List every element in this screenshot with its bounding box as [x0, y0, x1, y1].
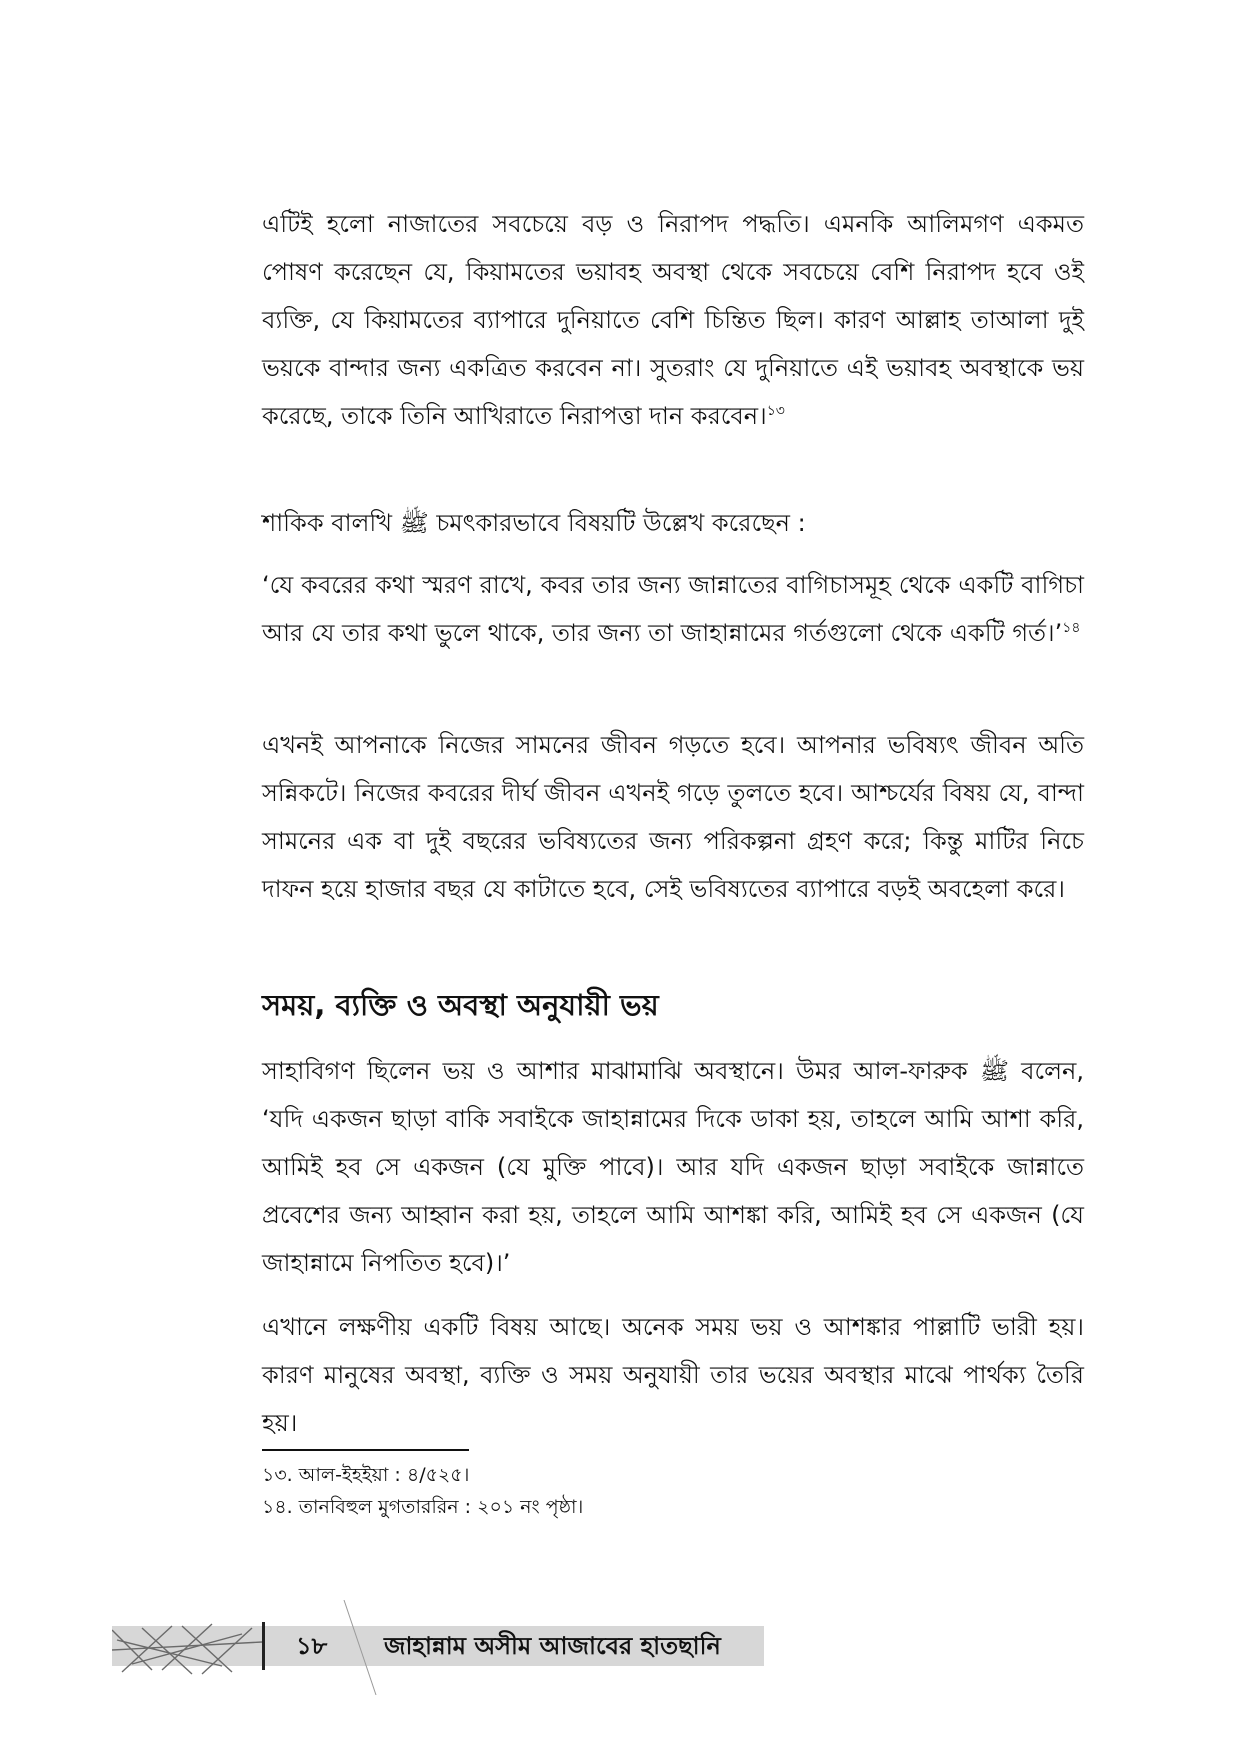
body-paragraph: সাহাবিগণ ছিলেন ভয় ও আশার মাঝামাঝি অবস্থানে। উমর আল-ফারুক ﷺ বলেন, ‘যদি একজন ছাড়া বাকি সবাইকে জাহান্নামের দিকে ডাকা হয়, তাহলে আমি আশা করি, আমিই হব সে একজন (যে মুক্তি পাবে)। আর যদি একজন ছাড়া সবাইকে জান্নাতে প্রবেশের জন্য আহ্বান করা হয়, তাহলে আমি আশঙ্কা করি, আমিই হব সে একজন (যে জাহান্নামে নিপতিত হবে)।’ — [262, 1057, 1085, 1277]
footer-divider — [262, 1622, 265, 1670]
book-title: জাহান্নাম অসীম আজাবের হাতছানি — [384, 1632, 721, 1660]
page-number: ১৮ — [296, 1632, 328, 1660]
body-paragraph: এখনই আপনাকে নিজের সামনের জীবন গড়তে হবে। আপনার ভবিষ্যৎ জীবন অতি সন্নিকটে। নিজের কবরের দীর্ঘ জীবন এখনই গড়ে তুলতে হবে। আশ্চর্যের বিষয় যে, বান্দা সামনের এক বা দুই বছরের ভবিষ্যতের জন্য পরিকল্পনা গ্রহণ করে; কিন্তু মাটির নিচে দাফন হয়ে হাজার বছর যে কাটাতে হবে, সেই ভবিষ্যতের ব্যাপারে বড়ই অবহেলা করে। — [262, 731, 1084, 903]
footnote-reference[interactable]: ১৩ — [766, 403, 785, 419]
footnote-divider — [262, 1449, 469, 1451]
body-paragraph: শাকিক বালখি ﷺ চমৎকারভাবে বিষয়টি উল্লেখ করেছেন : — [262, 509, 806, 537]
paragraph-text: ‘যে কবরের কথা স্মরণ রাখে, কবর তার জন্য জান্নাতের বাগিচাসমূহ থেকে একটি বাগিচা আর যে তার কথা ভুলে থাকে, তার জন্য তা জাহান্নামের গর্তগুলো থেকে একটি গর্ত।’ — [262, 571, 1084, 647]
body-paragraph: এখানে লক্ষণীয় একটি বিষয় আছে। অনেক সময় ভয় ও আশঙ্কার পাল্লাটি ভারী হয়। কারণ মানুষের অবস্থা, ব্যক্তি ও সময় অনুযায়ী তার ভয়ের অবস্থার মাঝে পার্থক্য তৈরি হয়। — [262, 1313, 1084, 1437]
footer-slash-decoration — [330, 1600, 390, 1695]
footnote: ১৩. আল-ইহইয়া : ৪/৫২৫। — [262, 1464, 470, 1486]
section-heading: সময়, ব্যক্তি ও অবস্থা অনুযায়ী ভয় — [262, 988, 659, 1022]
quote-paragraph — [262, 561, 1084, 657]
footnote-reference[interactable]: ১৪ — [1062, 620, 1081, 636]
footer-decoration-icon — [112, 1620, 262, 1678]
footnote: ১৪. তানবিহুল মুগতাররিন : ২০১ নং পৃষ্ঠা। — [262, 1496, 584, 1518]
paragraph-text: এটিই হলো নাজাতের সবচেয়ে বড় ও নিরাপদ পদ্ধতি। এমনকি আলিমগণ একমত পোষণ করেছেন যে, কিয়ামতের ভয়াবহ অবস্থা থেকে সবচেয়ে বেশি নিরাপদ হবে ওই ব্যক্তি, যে কিয়ামতের ব্যাপারে দুনিয়াতে বেশি চিন্তিত ছিল। কারণ আল্লাহ তাআলা দুই ভয়কে বান্দার জন্য একত্রিত করবেন না। সুতরাং যে দুনিয়াতে এই ভয়াবহ অবস্থাকে ভয় করেছে, তাকে তিনি আখিরাতে নিরাপত্তা দান করবেন। — [262, 210, 1084, 430]
body-paragraph — [262, 200, 1084, 440]
